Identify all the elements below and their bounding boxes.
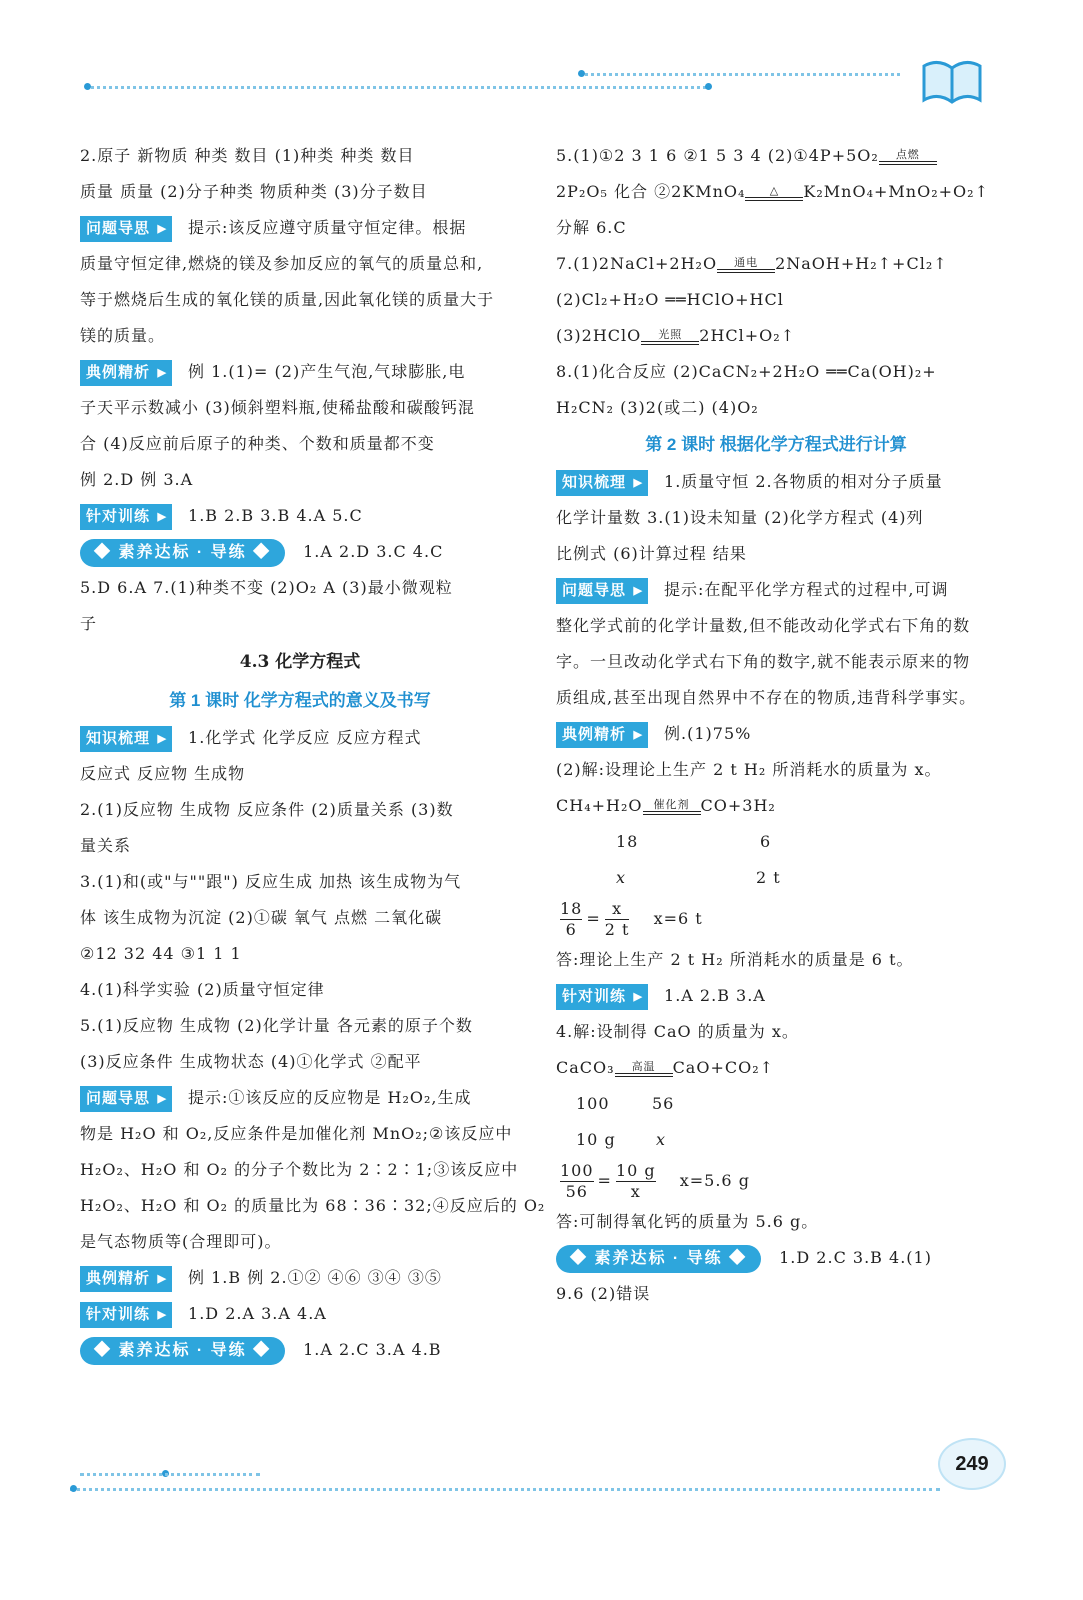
text-line: 9.6 (2)错误	[556, 1284, 651, 1303]
text-line: 比例式 (6)计算过程 结果	[556, 544, 747, 563]
text-line: 4.(1)科学实验 (2)质量守恒定律	[80, 980, 325, 999]
text-line: ◆ 素养达标 · 导练 ◆ 1.A 2.D 3.C 4.C	[80, 534, 520, 570]
header-dotted-line-right	[580, 73, 900, 76]
reaction-arrow: 催化剂	[643, 799, 701, 815]
tag-wtds: 问题导思 ▶	[556, 578, 648, 604]
text-line: 答:可制得氧化钙的质量为 5.6 g。	[556, 1212, 819, 1231]
pill-suyang: ◆ 素养达标 · 导练 ◆	[80, 539, 285, 567]
fraction: $\frac{x}{2 t}$	[604, 899, 630, 939]
section-title: 4.3 化学方程式	[239, 652, 361, 672]
footer-dotted-line-upper	[80, 1473, 260, 1476]
reaction-arrow: △	[745, 185, 803, 201]
text-line: 反应式 反应物 生成物	[80, 764, 246, 783]
text-line: 知识梳理 ▶ 1.质量守恒 2.各物质的相对分子质量	[556, 464, 996, 500]
tag-dljx: 典例精析 ▶	[80, 1266, 172, 1292]
book-icon	[920, 56, 984, 106]
text-line: 5.D 6.A 7.(1)种类不变 (2)O₂ A (3)最小微观粒	[80, 578, 453, 597]
text-line: 问题导思 ▶ 提示:在配平化学方程式的过程中,可调	[556, 572, 996, 608]
lesson-title: 第 1 课时 化学方程式的意义及书写	[169, 691, 431, 710]
tag-wtds: 问题导思 ▶	[80, 216, 172, 242]
tag-wtds: 问题导思 ▶	[80, 1086, 172, 1112]
tag-zssl: 知识梳理 ▶	[80, 726, 172, 752]
reaction-arrow: 点燃	[879, 149, 937, 165]
text-line: 物是 H₂O 和 O₂,反应条件是加催化剂 MnO₂;②该反应中	[80, 1124, 513, 1143]
text-line: 量关系	[80, 836, 132, 855]
text-line: 3.(1)和(或"与""跟") 反应生成 加热 该生成物为气	[80, 872, 462, 891]
text-line: (3)反应条件 生成物状态 (4)①化学式 ②配平	[80, 1052, 422, 1071]
text-line: 化学计量数 3.(1)设未知量 (2)化学方程式 (4)列	[556, 508, 924, 527]
fraction: $\frac{100}{56}$	[560, 1161, 594, 1201]
text-line: 典例精析 ▶ 例 1.(1)= (2)产生气泡,气球膨胀,电	[80, 354, 520, 390]
text-line: 体 该生成物为沉淀 (2)①碳 氧气 点燃 二氧化碳	[80, 908, 443, 927]
tag-dljx: 典例精析 ▶	[80, 360, 172, 386]
text-line: 10 g x	[576, 1130, 667, 1149]
text-line: 整化学式前的化学计量数,但不能改动化学式右下角的数	[556, 616, 971, 635]
text-line: 7.(1)2NaCl+2H₂O 通电 2NaOH+H₂↑+Cl₂↑	[556, 254, 948, 273]
text-line: 2.原子 新物质 种类 数目 (1)种类 种类 数目	[80, 146, 415, 165]
text-line: 是气态物质等(合理即可)。	[80, 1232, 282, 1251]
footer-dot	[70, 1485, 77, 1492]
text-line: ②12 32 44 ③1 1 1	[80, 944, 242, 963]
text-line: 质量守恒定律,燃烧的镁及参加反应的氧气的质量总和,	[80, 254, 484, 273]
text-line: ◆ 素养达标 · 导练 ◆ 1.D 2.C 3.B 4.(1)	[556, 1240, 996, 1276]
text-line: 镁的质量。	[80, 326, 166, 345]
header-dot	[705, 83, 712, 90]
text-line: H₂O₂、H₂O 和 O₂ 的分子个数比为 2∶2∶1;③该反应中	[80, 1160, 519, 1179]
equation-line: CaCO₃ 高温 CaO+CO₂↑	[556, 1058, 775, 1077]
page-number: 249	[938, 1438, 1006, 1490]
fraction: $\frac{18}{6}$	[560, 899, 583, 939]
tag-zdxl: 针对训练 ▶	[556, 984, 648, 1010]
text-line: H₂CN₂ (3)2(或二) (4)O₂	[556, 398, 759, 417]
right-column	[556, 138, 996, 1312]
footer-dotted-line	[70, 1488, 940, 1491]
text-line: 18 6	[616, 832, 772, 851]
text-line: 子天平示数减小 (3)倾斜塑料瓶,使稀盐酸和碳酸钙混	[80, 398, 475, 417]
pill-suyang: ◆ 素养达标 · 导练 ◆	[80, 1337, 285, 1365]
equation-line: CH₄+H₂O 催化剂 CO+3H₂	[556, 796, 776, 815]
text-line: 质量 质量 (2)分子种类 物质种类 (3)分子数目	[80, 182, 428, 201]
text-line: H₂O₂、H₂O 和 O₂ 的质量比为 68∶36∶32;④反应后的 O₂	[80, 1196, 546, 1215]
text-line: 问题导思 ▶ 提示:①该反应的反应物是 H₂O₂,生成	[80, 1080, 520, 1116]
text-line: (3)2HClO 光照 2HCl+O₂↑	[556, 326, 796, 345]
text-line: 针对训练 ▶ 1.A 2.B 3.A	[556, 978, 996, 1014]
header-dotted-line	[86, 86, 706, 89]
text-line: 等于燃烧后生成的氧化镁的质量,因此氧化镁的质量大于	[80, 290, 495, 309]
tag-zssl: 知识梳理 ▶	[556, 470, 648, 496]
text-line: 问题导思 ▶ 提示:该反应遵守质量守恒定律。根据	[80, 210, 520, 246]
text-line: 例 2.D 例 3.A	[80, 470, 194, 489]
tag-zdxl: 针对训练 ▶	[80, 1302, 172, 1328]
text-line: 质组成,甚至出现自然界中不存在的物质,违背科学事实。	[556, 688, 977, 707]
text-line: x 2 t	[616, 868, 781, 887]
header-dot	[84, 83, 91, 90]
text-line: 2.(1)反应物 生成物 反应条件 (2)质量关系 (3)数	[80, 800, 454, 819]
text-line: ◆ 素养达标 · 导练 ◆ 1.A 2.C 3.A 4.B	[80, 1332, 520, 1368]
pill-suyang: ◆ 素养达标 · 导练 ◆	[556, 1245, 761, 1273]
text-line: (2)解:设理论上生产 2 t H₂ 所消耗水的质量为 x。	[556, 760, 942, 779]
text-line: 5.(1)①2 3 1 6 ②1 5 3 4 (2)①4P+5O₂ 点燃	[556, 138, 996, 174]
tag-zdxl: 针对训练 ▶	[80, 504, 172, 530]
fraction: $\frac{10 g}{x}$	[615, 1161, 656, 1201]
text-line: (2)Cl₂+H₂O ══HClO+HCl	[556, 290, 784, 309]
text-line: 针对训练 ▶ 1.D 2.A 3.A 4.A	[80, 1296, 520, 1332]
text-line: 4.解:设制得 CaO 的质量为 x。	[556, 1022, 799, 1041]
text-line: 字。一旦改动化学式右下角的数字,就不能表示原来的物	[556, 652, 971, 671]
header-dot	[578, 70, 585, 77]
text-line: 针对训练 ▶ 1.B 2.B 3.B 4.A 5.C	[80, 498, 520, 534]
left-column	[80, 138, 546, 1368]
text-line: 知识梳理 ▶ 1.化学式 化学反应 反应方程式	[80, 720, 520, 756]
reaction-arrow: 光照	[641, 329, 699, 345]
reaction-arrow: 高温	[615, 1061, 673, 1077]
text-line: 典例精析 ▶ 例 1.B 例 2.①② ④⑥ ③④ ③⑤	[80, 1260, 520, 1296]
text-line: 100 56	[576, 1094, 675, 1113]
text-line: 典例精析 ▶ 例.(1)75%	[556, 716, 996, 752]
text-line: 子	[80, 614, 98, 633]
text-line: 5.(1)反应物 生成物 (2)化学计量 各元素的原子个数	[80, 1016, 473, 1035]
reaction-arrow: 通电	[717, 257, 775, 273]
text-line: 8.(1)化合反应 (2)CaCN₂+2H₂O ══Ca(OH)₂+	[556, 362, 937, 381]
tag-dljx: 典例精析 ▶	[556, 722, 648, 748]
proportion-line: $\frac{18}{6}$ = $\frac{x}{2 t}$ x=6 t	[560, 899, 703, 939]
proportion-line: $\frac{100}{56}$ = $\frac{10 g}{x}$ x=5.6 g	[560, 1161, 750, 1201]
text-line: 答:理论上生产 2 t H₂ 所消耗水的质量是 6 t。	[556, 950, 914, 969]
text-line: 2P₂O₅ 化合 ②2KMnO₄ △ K₂MnO₄+MnO₂+O₂↑	[556, 182, 989, 201]
lesson-title: 第 2 课时 根据化学方程式进行计算	[645, 435, 907, 454]
text-line: 合 (4)反应前后原子的种类、个数和质量都不变	[80, 434, 435, 453]
text-line: 分解 6.C	[556, 218, 627, 237]
